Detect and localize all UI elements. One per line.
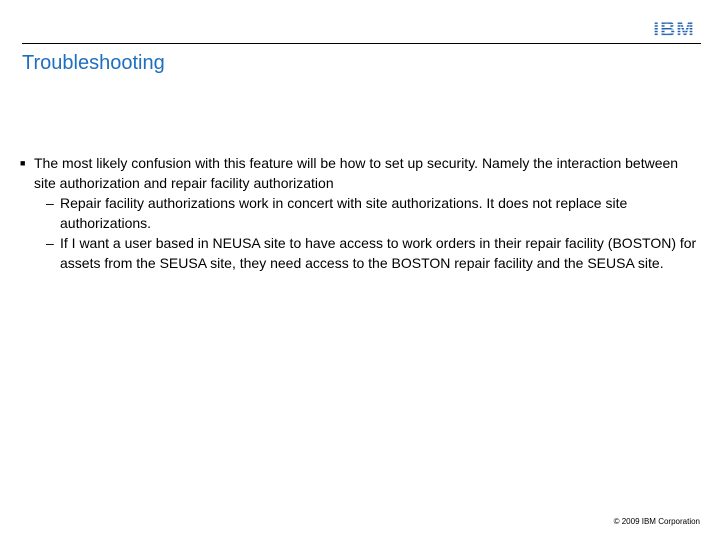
- bullet-item: [20, 153, 700, 193]
- bullet-marker-icon: ■: [20, 158, 26, 168]
- sub-bullet-item: [20, 233, 700, 273]
- dash-marker-icon: –: [46, 235, 54, 251]
- slide-content: [20, 153, 700, 273]
- bullet-text: The most likely confusion with this feature will be how to set up security. Namely the interaction between site authorization and repair facility authorization: [34, 155, 679, 191]
- dash-marker-icon: –: [46, 195, 54, 211]
- copyright-footer: © 2009 IBM Corporation: [613, 517, 700, 526]
- sub-bullet-text: If I want a user based in NEUSA site to have access to work orders in their repair facility (BOSTON) for assets from the SEUSA site, they need access to the BOSTON repair facility and the SEUSA site.: [60, 235, 697, 271]
- ibm-logo-text: IBM: [653, 18, 695, 39]
- sub-bullet-item: [20, 193, 700, 233]
- sub-bullet-text: Repair facility authorizations work in concert with site authorizations. It does not replace site authorizations.: [60, 195, 628, 231]
- header-rule: [22, 43, 701, 44]
- ibm-logo: [648, 17, 700, 39]
- slide-title: Troubleshooting: [22, 52, 165, 74]
